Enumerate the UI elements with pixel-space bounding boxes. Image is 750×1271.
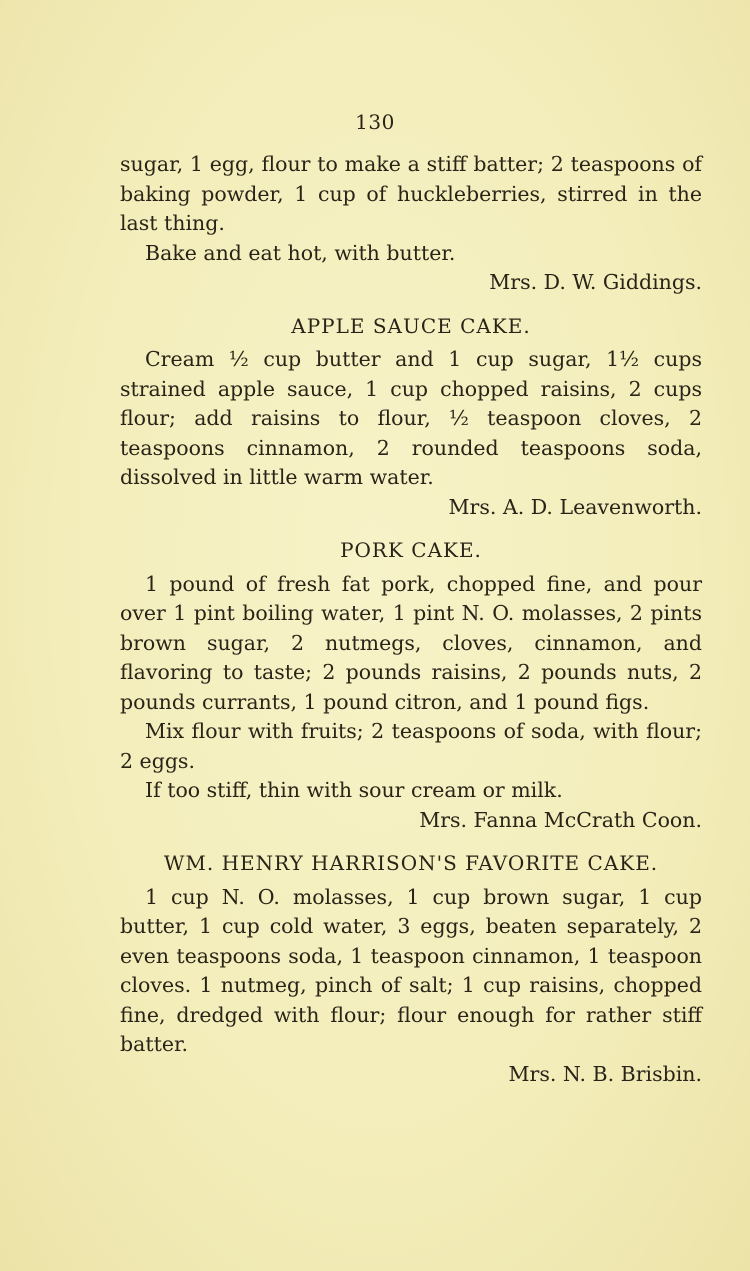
recipe-text: If too stiff, thin with sour cream or milk. — [145, 778, 563, 802]
intro-text: sugar, 1 egg, flour to make a stiff batter; 2 teaspoons of baking powder, 1 cup of huckleberries, stirred in the last thing. — [120, 152, 702, 235]
recipe-text: Mix flour with fruits; 2 teaspoons of soda, with flour; 2 eggs. — [120, 719, 702, 773]
recipe-signature: Mrs. A. D. Leavenworth. — [448, 494, 702, 519]
recipe-text: Cream ½ cup butter and 1 cup sugar, 1½ cups strained apple sauce, 1 cup chopped raisins, 2 cups flour; add raisins to flour, ½ teaspoon cloves, 2 teaspoons cinnamon, 2 rounded teaspoons soda, dissolved in little warm water. — [120, 347, 702, 489]
page-number: 130 — [355, 110, 395, 134]
recipe-title-pork-cake: PORK CAKE. — [340, 538, 482, 562]
recipe-text: 1 pound of fresh fat pork, chopped fine, and pour over 1 pint boiling water, 1 pint N. O. molasses, 2 pints brown sugar, 2 nutmegs, cloves, cinnamon, and flavoring to taste; 2 pounds raisins, 2 pounds nuts, 2 pounds currants, 1 pound citron, and 1 pound figs. — [120, 571, 702, 714]
recipe-signature: Mrs. Fanna McCrath Coon. — [419, 807, 702, 832]
intro-signature: Mrs. D. W. Giddings. — [489, 270, 702, 294]
recipe-title-apple-sauce-cake: APPLE SAUCE CAKE. — [291, 313, 531, 338]
recipe-signature: Mrs. N. B. Brisbin. — [508, 1061, 702, 1086]
intro-note: Bake and eat hot, with butter. — [145, 240, 456, 265]
recipe-title-harrison-cake: WM. HENRY HARRISON'S FAVORITE CAKE. — [163, 851, 659, 875]
page-body — [120, 150, 702, 1103]
recipe-text: 1 cup N. O. molasses, 1 cup brown sugar, 1 cup butter, 1 cup cold water, 3 eggs, beaten separately, 2 even teaspoons soda, 1 teaspoon cinnamon, 1 teaspoon cloves. 1 nutmeg, pinch of salt; 1 cup raisins, chopped fine, dredged with flour; flour enough for rather stiff batter. — [120, 884, 702, 1056]
